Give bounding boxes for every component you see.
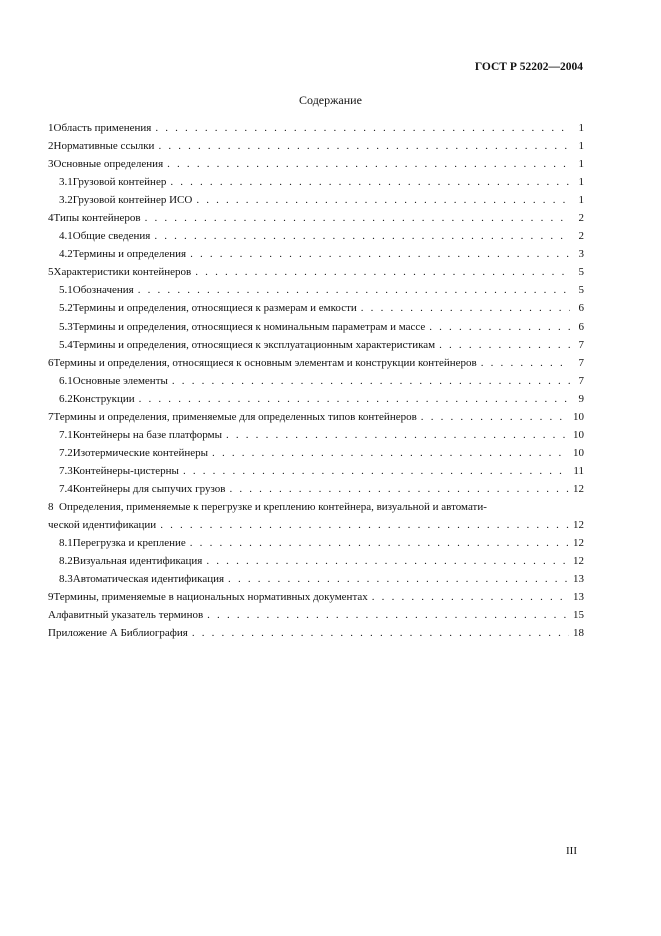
toc-entry-label: Контейнеры для сыпучих грузов xyxy=(72,482,226,495)
toc-entry[interactable] xyxy=(48,155,584,173)
toc-entry-page: 2 xyxy=(578,212,584,225)
dot-leader xyxy=(172,372,570,390)
toc-entry-label: Общие сведения xyxy=(72,230,151,243)
table-of-contents xyxy=(48,119,584,642)
toc-entry-label: Определения, применяемые к перегрузке и креплению контейнера, визуальной и автомати- xyxy=(59,500,487,513)
toc-entry-page: 1 xyxy=(578,140,584,153)
toc-entry-label: Основные элементы xyxy=(72,374,168,387)
dot-leader xyxy=(139,390,570,408)
dot-leader xyxy=(429,318,570,336)
dot-leader xyxy=(207,606,569,624)
toc-entry[interactable] xyxy=(48,137,584,155)
dot-leader xyxy=(481,354,570,372)
toc-entry-page: 7 xyxy=(578,374,584,387)
dot-leader xyxy=(155,119,570,137)
toc-entry[interactable] xyxy=(48,480,584,498)
dot-leader xyxy=(190,245,570,263)
toc-entry-number: 4.2 xyxy=(59,248,73,261)
toc-entry-label: Контейнеры на базе платформы xyxy=(72,428,222,441)
toc-entry-number: 3.2 xyxy=(59,194,73,207)
toc-entry-page: 13 xyxy=(573,573,584,586)
toc-entry-label: Типы контейнеров xyxy=(53,212,141,225)
toc-entry-number: 8 xyxy=(48,500,54,513)
toc-entry[interactable] xyxy=(48,606,584,624)
toc-entry[interactable] xyxy=(48,570,584,588)
toc-entry-label: Характеристики контейнеров xyxy=(53,266,192,279)
toc-entry-page: 12 xyxy=(573,482,584,495)
toc-entry[interactable] xyxy=(48,462,584,480)
toc-entry-label: Изотермические контейнеры xyxy=(72,446,209,459)
toc-entry[interactable] xyxy=(48,588,584,606)
toc-entry-number: 8.1 xyxy=(59,537,73,550)
toc-entry-number: 1 xyxy=(48,122,54,134)
toc-entry-label: ческой идентификации xyxy=(48,519,157,532)
toc-entry[interactable] xyxy=(48,426,584,444)
toc-entry-number: 9 xyxy=(48,591,54,604)
toc-entry-page: 6 xyxy=(578,302,584,315)
toc-entry-label: Термины и определения, применяемые для определенных типов контейнеров xyxy=(53,410,417,423)
dot-leader xyxy=(212,444,569,462)
document-code: ГОСТ Р 52202—2004 xyxy=(474,61,583,73)
toc-entry-page: 10 xyxy=(573,428,584,441)
dot-leader xyxy=(228,570,569,588)
toc-entry[interactable] xyxy=(48,372,584,390)
dot-leader xyxy=(421,408,569,426)
toc-entry-number: 3 xyxy=(48,158,54,171)
dot-leader xyxy=(138,281,570,299)
toc-entry-number: 5.4 xyxy=(59,338,73,351)
toc-entry-label: Основные определения xyxy=(53,158,164,171)
toc-entry-number: 5.2 xyxy=(59,302,73,315)
toc-entry-number: 6.1 xyxy=(59,374,73,387)
dot-leader xyxy=(372,588,569,606)
dot-leader xyxy=(206,552,569,570)
toc-entry[interactable] xyxy=(48,534,584,552)
toc-entry[interactable] xyxy=(48,263,584,281)
dot-leader xyxy=(196,191,570,209)
dot-leader xyxy=(154,227,570,245)
toc-entry-page: 7 xyxy=(578,338,584,351)
toc-entry-label: Термины и определения, относящиеся к размерам и емкости xyxy=(72,302,357,315)
toc-entry[interactable] xyxy=(48,173,584,191)
dot-leader xyxy=(183,462,569,480)
dot-leader xyxy=(145,209,570,227)
toc-entry-label: Автоматическая идентификация xyxy=(72,573,225,586)
toc-entry-number: 7.2 xyxy=(59,446,73,459)
toc-entry-label: Грузовой контейнер xyxy=(72,176,167,189)
toc-entry-page: 7 xyxy=(578,356,584,369)
toc-entry-number: 5 xyxy=(48,266,54,279)
toc-entry-page: 9 xyxy=(578,392,584,405)
toc-entry-label: Термины, применяемые в национальных нормативных документах xyxy=(53,591,368,604)
toc-entry-label: Термины и определения, относящиеся к основным элементам и конструкции контейнеров xyxy=(53,356,477,369)
toc-entry-label: Термины и определения, относящиеся к эксплуатационным характеристикам xyxy=(72,338,436,351)
toc-entry-page: 12 xyxy=(573,555,584,568)
dot-leader xyxy=(229,480,569,498)
toc-entry-number: 7.3 xyxy=(59,464,73,477)
toc-entry-label: Визуальная идентификация xyxy=(72,555,203,568)
toc-entry[interactable] xyxy=(48,119,584,137)
toc-entry[interactable] xyxy=(48,354,584,372)
toc-entry[interactable] xyxy=(48,245,584,263)
toc-entry-page: 10 xyxy=(573,410,584,423)
toc-entry-label: Контейнеры-цистерны xyxy=(72,464,179,477)
toc-entry[interactable] xyxy=(48,191,584,209)
toc-entry[interactable] xyxy=(48,318,584,336)
toc-entry-page: 12 xyxy=(573,519,584,532)
toc-entry-label: Грузовой контейнер ИСО xyxy=(72,194,193,207)
toc-entry[interactable] xyxy=(48,408,584,426)
page-title: Содержание xyxy=(299,93,362,107)
toc-entry-page: 6 xyxy=(578,320,584,333)
toc-entry-label: Область применения xyxy=(53,122,152,134)
toc-entry[interactable] xyxy=(48,281,584,299)
toc-entry-page: 18 xyxy=(573,627,584,640)
toc-entry-label: Термины и определения, относящиеся к номинальным параметрам и массе xyxy=(72,320,426,333)
dot-leader xyxy=(158,137,570,155)
dot-leader xyxy=(439,336,570,354)
toc-entry-page: 3 xyxy=(578,248,584,261)
toc-entry-number: 3.1 xyxy=(59,176,73,189)
dot-leader xyxy=(170,173,570,191)
toc-entry-number: 2 xyxy=(48,140,54,153)
toc-entry-number: 5.1 xyxy=(59,284,73,297)
toc-entry[interactable] xyxy=(48,624,584,642)
toc-entry[interactable] xyxy=(48,299,584,317)
toc-entry[interactable] xyxy=(48,390,584,408)
toc-entry-number: 6 xyxy=(48,356,54,369)
toc-entry-page: 2 xyxy=(578,230,584,243)
toc-entry-label: Нормативные ссылки xyxy=(53,140,155,153)
dot-leader xyxy=(195,263,570,281)
toc-entry-number: 8.3 xyxy=(59,573,73,586)
toc-entry-number: 6.2 xyxy=(59,392,73,405)
dot-leader xyxy=(167,155,570,173)
toc-entry-page: 11 xyxy=(573,464,584,477)
toc-entry-number: 7 xyxy=(48,410,54,423)
toc-entry-label: Приложение А Библиография xyxy=(48,627,188,640)
toc-entry-number: 4.1 xyxy=(59,230,73,243)
toc-entry-number: 7.1 xyxy=(59,428,73,441)
toc-entry[interactable] xyxy=(48,336,584,354)
dot-leader xyxy=(192,624,569,642)
toc-entry-page: 5 xyxy=(578,266,584,279)
dot-leader xyxy=(190,534,569,552)
toc-entry[interactable] xyxy=(48,498,584,516)
toc-entry-label: Алфавитный указатель терминов xyxy=(48,609,204,622)
toc-entry-label: Конструкции xyxy=(72,392,135,405)
toc-entry-page: 12 xyxy=(573,537,584,550)
toc-entry-number: 5.3 xyxy=(59,320,73,333)
toc-entry[interactable] xyxy=(48,444,584,462)
toc-entry[interactable] xyxy=(48,552,584,570)
toc-entry-page: 5 xyxy=(578,284,584,297)
toc-entry-label: Обозначения xyxy=(72,284,134,297)
toc-entry-number: 4 xyxy=(48,212,54,225)
toc-entry-label: Перегрузка и крепление xyxy=(72,537,186,550)
toc-entry-number: 8.2 xyxy=(59,555,73,568)
toc-entry-page: 1 xyxy=(578,122,584,134)
dot-leader xyxy=(160,516,569,534)
toc-entry[interactable] xyxy=(48,209,584,227)
toc-entry-label: Термины и определения xyxy=(72,248,187,261)
toc-entry[interactable] xyxy=(48,227,584,245)
page-number: III xyxy=(566,845,577,857)
toc-entry-number: 7.4 xyxy=(59,482,73,495)
dot-leader xyxy=(361,299,570,317)
dot-leader xyxy=(226,426,569,444)
toc-entry[interactable] xyxy=(48,516,584,534)
toc-entry-page: 1 xyxy=(578,176,584,189)
toc-entry-page: 1 xyxy=(578,158,584,171)
toc-entry-page: 1 xyxy=(578,194,584,207)
toc-entry-page: 10 xyxy=(573,446,584,459)
toc-entry-page: 15 xyxy=(573,609,584,622)
toc-entry-page: 13 xyxy=(573,591,584,604)
